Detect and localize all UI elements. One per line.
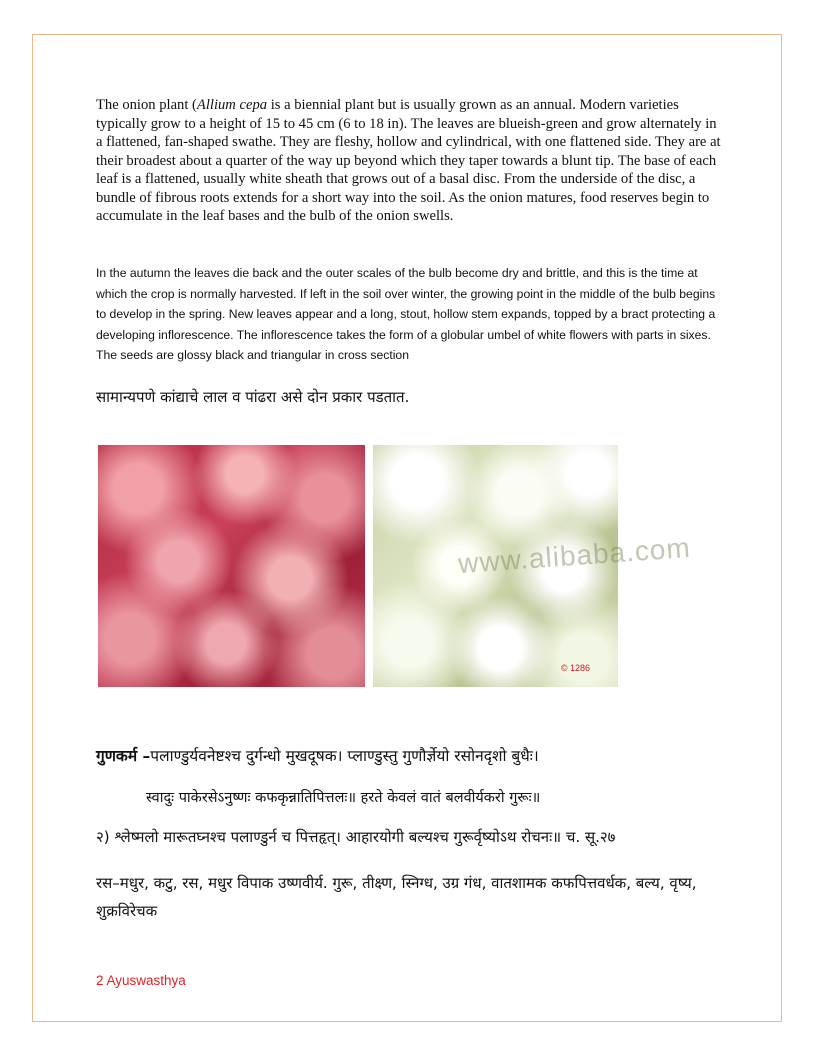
paragraph-autumn: In the autumn the leaves die back and the outer scales of the bulb become dry and brittle, and this is the time at which the crop is normally harvested. If left in the soil over winter, the growing point in the middle of the bulb begins to develop in the spring. New leaves appear and a long, stout, hollow stem expands, topped by a bract protecting a developing inflorescence. The inflorescence takes the form of a globular umbel of white flowers with parts in sixes. The seeds are glossy black and triangular in cross section: [96, 266, 716, 363]
photo-stamp: © 1286: [560, 663, 590, 673]
scientific-name: Allium cepa: [196, 97, 268, 113]
page-footer: 2 Ayuswasthya: [96, 973, 186, 988]
gunakarma-label: गुणकर्म –: [96, 747, 151, 765]
paragraph-onion-plant: The onion plant (Allium cepa is a biennial plant but is usually grown as an annual. Modern varieties typically grow to a height of 15 to 45 cm (6 to 18 in). The leaves are blueish-green and grow alternately in a flattened, fan-shaped swathe. They are fleshy, hollow and cylindrical, with one flattened side. They are at their broadest about a quarter of the way up beyond which they taper towards a blunt tip. The base of each leaf is a flattened, usually white sheath that grows out of a basal disc. From the underside of the disc, a bundle of fibrous roots extends for a short way into the soil. As the onion matures, food reserves begin to accumulate in the leaf bases and the bulb of the onion swells.: [96, 97, 721, 224]
gunakarma-line-4: रस–मधुर, कटु, रस, मधुर विपाक उष्णवीर्य. गुरू, तीक्ष्ण, स्निग्ध, उग्र गंध, वातशामक कफपित्तवर्धक, बल्य, वृष्य, शुक्रविरेचक: [96, 874, 697, 920]
marathi-intro: सामान्यपणे कांद्याचे लाल व पांढरा असे दोन प्रकार पडतात.: [96, 388, 410, 406]
gunakarma-line-2: स्वादुः पाकेरसेऽनुष्णः कफकृन्नातिपित्तलः॥ हरते केवलं वातं बलवीर्यकरो गुरूः॥: [146, 790, 541, 806]
white-onions-photo: [373, 445, 692, 687]
gunakarma-line-1: गुणकर्म –पलाण्डुर्यवनेष्टश्च दुर्गन्धो मुखदूषक। प्लाण्डुस्तु गुणौर्ज्ञेयो रसोनदृशो बुधैः।: [96, 747, 539, 765]
red-onions-photo: [98, 445, 365, 687]
photo-watermark: www.alibaba.com: [457, 531, 692, 580]
gunakarma-line-3: २) श्लेष्मलो मारूतघ्नश्च पलाण्डुर्न च पित्तहृत्। आहारयोगी बल्यश्च गुरूर्वृष्योऽथ रोचनः॥ च. सू.२७: [96, 828, 616, 846]
